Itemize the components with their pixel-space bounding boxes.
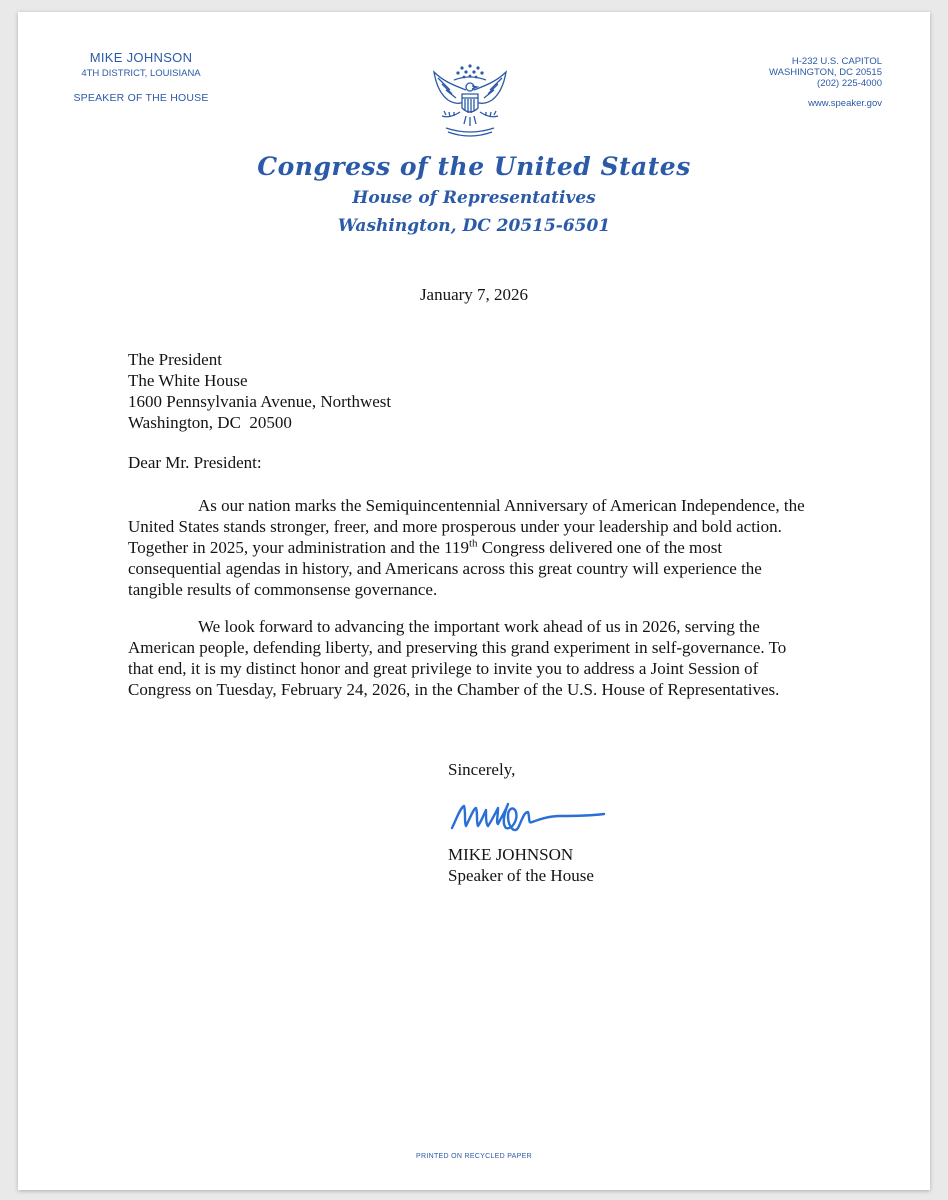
signer-name: MIKE JOHNSON: [448, 845, 574, 864]
paragraph-1: [128, 495, 828, 600]
recipient-line-3: 1600 Pennsylvania Avenue, Northwest: [128, 392, 392, 411]
recycled-paper-note: PRINTED ON RECYCLED PAPER: [416, 1153, 532, 1160]
paragraph-2-line-2: American people, defending liberty, and preserving this grand experiment in self-governance. To: [128, 638, 787, 657]
washington-heading: Washington, DC 20515-6501: [337, 216, 611, 236]
recipient-line-4: Washington, DC 20500: [128, 413, 292, 432]
paragraph-1-line-5: tangible results of commonsense governance.: [128, 580, 438, 599]
paragraph-2-line-4: Congress on Tuesday, February 24, 2026, in the Chamber of the U.S. House of Representatives.: [128, 680, 780, 699]
signature-image: [448, 790, 608, 846]
letterhead-left: [56, 50, 226, 104]
paragraph-1-line-3-start: Together in 2025, your administration and the 119: [128, 538, 469, 557]
letterhead-title: SPEAKER OF THE HOUSE: [73, 92, 209, 104]
paragraph-1-line-4: consequential agendas in history, and Americans across this great country will experience the: [128, 559, 762, 578]
signer-title: Speaker of the House: [448, 866, 594, 885]
paragraph-1-line-2: United States stands stronger, freer, and more prosperous under your leadership and bold action.: [128, 517, 782, 536]
address-line-1: H-232 U.S. CAPITOL: [791, 56, 882, 67]
house-heading: House of Representatives: [352, 188, 596, 208]
address-line-2: WASHINGTON, DC 20515: [769, 67, 882, 78]
letterhead-name: MIKE JOHNSON: [89, 50, 193, 65]
congress-heading: Congress of the United States: [257, 152, 691, 181]
letterhead-district: 4TH DISTRICT, LOUISIANA: [81, 68, 201, 79]
closing: Sincerely,: [448, 760, 516, 779]
recipient-address: [128, 349, 391, 433]
paragraph-2: [128, 616, 828, 700]
letterhead-right: [712, 56, 882, 109]
ordinal-suffix: th: [468, 537, 478, 550]
phone-number: (202) 225-4000: [817, 78, 882, 89]
eagle-seal-icon: [428, 60, 512, 140]
recipient-line-2: The White House: [128, 371, 248, 390]
letter-date: January 7, 2026: [419, 285, 529, 304]
recipient-line-1: The President: [128, 350, 222, 369]
website-link: www.speaker.gov: [808, 98, 882, 109]
paragraph-2-line-3: that end, it is my distinct honor and great privilege to invite you to address a Joint Session of: [128, 659, 759, 678]
paragraph-1-line-3: [128, 537, 828, 558]
letter-page: [18, 12, 930, 1190]
paragraph-2-line-1: We look forward to advancing the important work ahead of us in 2026, serving the: [198, 617, 760, 636]
salutation: Dear Mr. President:: [128, 453, 262, 472]
paragraph-1-line-1: As our nation marks the Semiquincentennial Anniversary of American Independence, the: [198, 496, 805, 515]
paragraph-1-line-3-end: Congress delivered one of the most: [477, 538, 723, 557]
signer-block: [448, 844, 594, 886]
